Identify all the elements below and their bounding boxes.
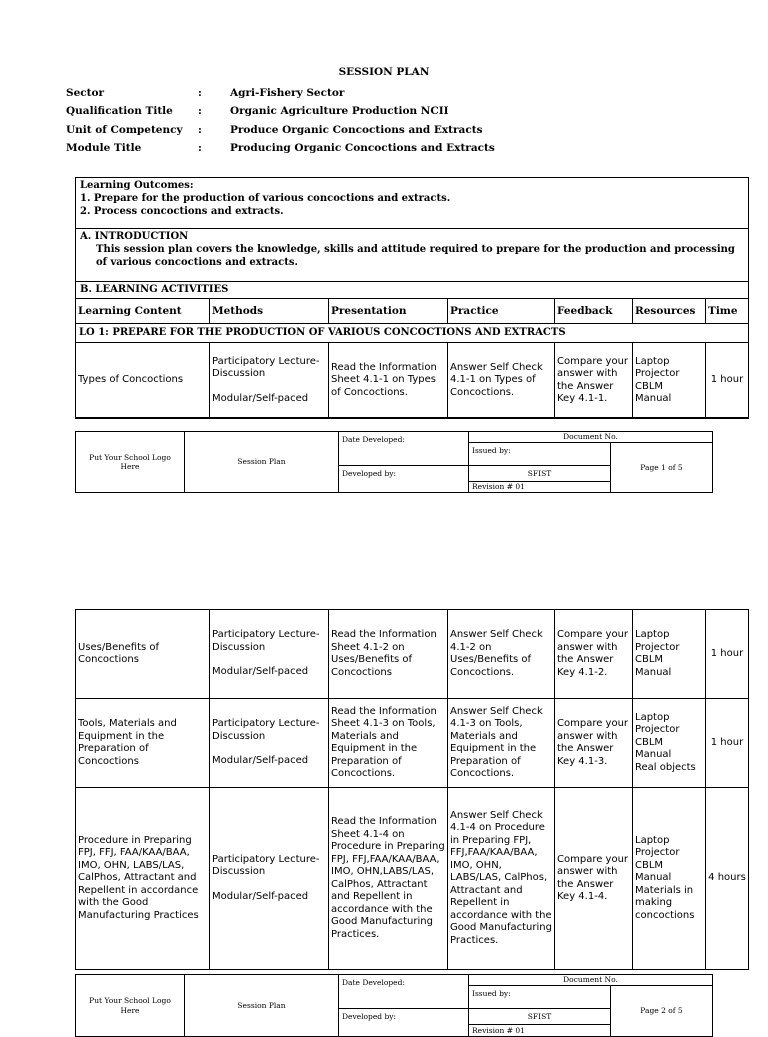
meta-value: Produce Organic Concoctions and Extracts [230, 123, 483, 136]
presentation-cell: Read the Information Sheet 4.1-3 on Tools, Materials and Equipment in the Preparation of Concoctions. [329, 699, 448, 788]
resource-item: Projector [635, 724, 680, 736]
learning-outcome-1: 1. Prepare for the production of various concoctions and extracts. [80, 193, 451, 204]
learning-activities-heading: B. LEARNING ACTIVITIES [76, 282, 748, 299]
table-row [76, 788, 749, 970]
developed-by: Developed by: [339, 1009, 469, 1037]
learning-outcomes-heading: Learning Outcomes: [80, 180, 194, 191]
column-header: Resources [633, 299, 706, 324]
method-line: Modular/Self-paced [212, 392, 309, 404]
feedback-cell: Compare your answer with the Answer Key 4.1-1. [555, 343, 633, 419]
method-line: Modular/Self-paced [212, 890, 309, 902]
practice-cell: Answer Self Check 4.1-2 on Uses/Benefits of Concoctions. [448, 610, 555, 699]
issuer: SFIST [469, 466, 611, 482]
document-no: Document No. [469, 975, 713, 986]
revision: Revision # 01 [469, 482, 611, 493]
footer-page-1 [75, 431, 713, 493]
page-number: Page 2 of 5 [611, 986, 713, 1037]
page-break [0, 525, 768, 573]
method-line: Modular/Self-paced [212, 755, 309, 767]
developed-by: Developed by: [339, 466, 469, 493]
column-header: Time [706, 299, 749, 324]
resource-item: CBLM [635, 736, 664, 748]
learning-content-cell: Types of Concoctions [76, 343, 210, 419]
lo-heading-row [76, 324, 749, 343]
methods-cell [210, 343, 329, 419]
presentation-cell: Read the Information Sheet 4.1-2 on Uses/Benefits of Concoctions [329, 610, 448, 699]
resources-cell [633, 610, 706, 699]
meta-label: Sector [66, 87, 105, 100]
feedback-cell: Compare your answer with the Answer Key 4.1-4. [555, 788, 633, 970]
learning-content-cell: Uses/Benefits of Concoctions [76, 610, 210, 699]
column-header: Presentation [329, 299, 448, 324]
method-line: Participatory Lecture-Discussion [212, 718, 320, 742]
presentation-cell: Read the Information Sheet 4.1-4 on Procedure in Preparing FPJ, FFJ,FAA/KAA/BAA, IMO, OHN,LABS/LAS, CalPhos, Attractant and Repellent in accordance with the Good Manufacturing Practices. [329, 788, 448, 970]
date-developed: Date Developed: [339, 975, 469, 1009]
resource-item: CBLM [635, 380, 664, 392]
resource-item: Laptop [635, 629, 670, 640]
page-number: Page 1 of 5 [611, 443, 713, 493]
learning-outcome-2: 2. Process concoctions and extracts. [80, 206, 284, 217]
revision: Revision # 01 [469, 1025, 611, 1037]
column-header: Feedback [555, 299, 633, 324]
resource-item: Materials in making concoctions [635, 884, 695, 921]
method-line: Participatory Lecture-Discussion [212, 629, 320, 653]
time-cell: 1 hour [706, 699, 749, 788]
resource-item: Real objects [635, 761, 696, 773]
meta-label: Qualification Title [66, 105, 173, 118]
table-row [76, 343, 749, 419]
resource-item: Manual [635, 749, 672, 761]
school-logo-placeholder: Put Your School Logo Here [76, 432, 185, 493]
table-header-row [76, 299, 749, 324]
time-cell: 4 hours [706, 788, 749, 970]
doc-title: SESSION PLAN [338, 66, 430, 78]
meta-label: Module Title [66, 142, 142, 155]
meta-row-sector [66, 84, 495, 102]
method-line: Participatory Lecture-Discussion [212, 355, 320, 380]
column-header: Methods [210, 299, 329, 324]
feedback-cell: Compare your answer with the Answer Key 4.1-2. [555, 610, 633, 699]
activities-table-page-2 [75, 609, 749, 970]
column-header: Practice [448, 299, 555, 324]
meta-colon: : [198, 105, 202, 118]
meta-row-qualification [66, 102, 495, 120]
practice-cell: Answer Self Check 4.1-3 on Tools, Materials and Equipment in the Preparation of Concoctions. [448, 699, 555, 788]
issuer: SFIST [469, 1009, 611, 1025]
resource-item: CBLM [635, 654, 664, 665]
resource-item: Projector [635, 641, 680, 653]
method-line: Modular/Self-paced [212, 666, 309, 678]
resource-item: Manual [635, 666, 672, 678]
spacer [212, 879, 326, 891]
activities-table-page-1 [75, 298, 749, 419]
column-header: Learning Content [76, 299, 210, 324]
feedback-cell: Compare your answer with the Answer Key 4.1-3. [555, 699, 633, 788]
meta-colon: : [198, 142, 202, 155]
resource-item: Manual [635, 872, 672, 884]
school-logo-placeholder: Put Your School Logo Here [76, 975, 185, 1037]
methods-cell [210, 610, 329, 699]
resources-cell [633, 699, 706, 788]
spacer [212, 743, 326, 755]
meta-value: Producing Organic Concoctions and Extracts [230, 142, 495, 155]
meta-row-unit [66, 121, 495, 139]
learning-content-cell: Tools, Materials and Equipment in the Preparation of Concoctions [76, 699, 210, 788]
table-row [76, 610, 749, 699]
resources-cell [633, 343, 706, 419]
meta-label: Unit of Competency [66, 123, 183, 136]
learning-outcomes-section [76, 178, 748, 229]
document-no: Document No. [469, 432, 713, 443]
resource-item: Laptop [635, 355, 670, 367]
time-cell: 1 hour [706, 610, 749, 699]
meta-block [66, 84, 495, 157]
resource-item: CBLM [635, 859, 664, 871]
resource-item: Laptop [635, 834, 670, 846]
learning-content-cell: Procedure in Preparing FPJ, FFJ, FAA/KAA/BAA, IMO, OHN, LABS/LAS, CalPhos, Attractant and Repellent in accordance with the Good Manufacturing Practices [76, 788, 210, 970]
presentation-cell: Read the Information Sheet 4.1-1 on Types of Concoctions. [329, 343, 448, 419]
meta-value: Organic Agriculture Production NCII [230, 105, 449, 118]
practice-cell: Answer Self Check 4.1-4 on Procedure in Preparing FPJ, FFJ,FAA/KAA/BAA, IMO, OHN, LABS/LAS, CalPhos, Attractant and Repellent in accordance with the Good Manufacturing Practices. [448, 788, 555, 970]
time-cell: 1 hour [706, 343, 749, 419]
method-line: Participatory Lecture-Discussion [212, 853, 320, 878]
meta-value: Agri-Fishery Sector [230, 87, 345, 100]
date-developed: Date Developed: [339, 432, 469, 466]
introduction-heading: A. INTRODUCTION [80, 231, 189, 242]
methods-cell [210, 699, 329, 788]
practice-cell: Answer Self Check 4.1-1 on Types of Concoctions. [448, 343, 555, 419]
resources-cell [633, 788, 706, 970]
footer-page-2 [75, 974, 713, 1037]
spacer [212, 654, 326, 666]
issued-by-label: Issued by: [469, 986, 611, 1009]
resource-item: Laptop [635, 711, 670, 723]
footer-title: Session Plan [185, 432, 339, 493]
introduction-text: This session plan covers the knowledge, skills and attitude required to prepare for the production and processing of various concoctions and extracts. [96, 244, 735, 268]
resource-item: Projector [635, 368, 680, 379]
footer-title: Session Plan [185, 975, 339, 1037]
meta-row-module [66, 139, 495, 157]
resource-item: Projector [635, 847, 680, 859]
methods-cell [210, 788, 329, 970]
lo1-heading: LO 1: PREPARE FOR THE PRODUCTION OF VARIOUS CONCOCTIONS AND EXTRACTS [76, 324, 749, 343]
table-row [76, 699, 749, 788]
resource-item: Manual [635, 393, 672, 404]
meta-colon: : [198, 123, 202, 136]
meta-colon: : [198, 87, 202, 100]
introduction-section [76, 229, 748, 282]
spacer [212, 381, 326, 393]
issued-by-label: Issued by: [469, 443, 611, 466]
